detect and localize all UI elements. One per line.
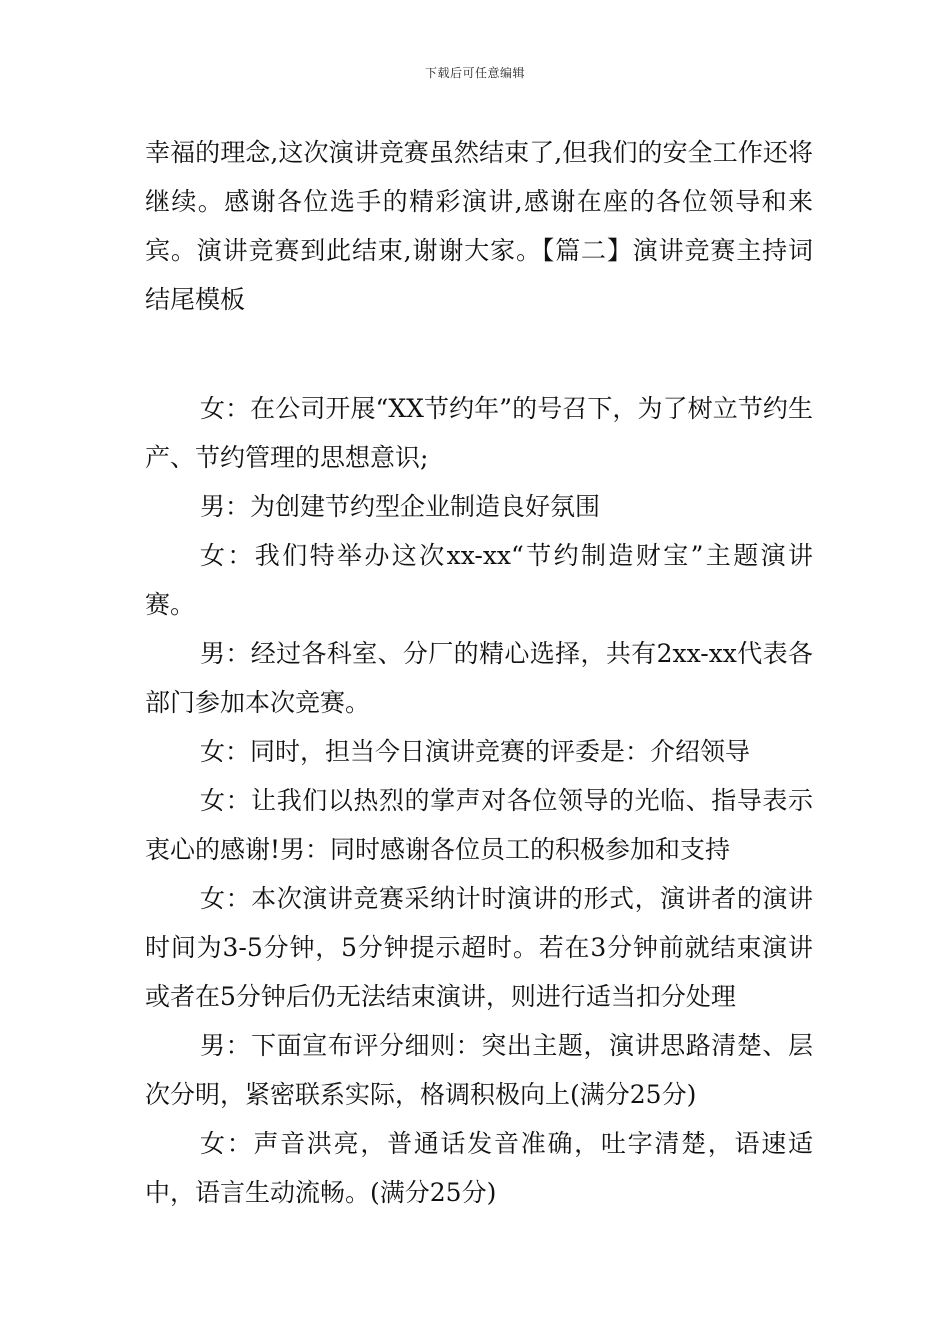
dialogue-paragraph-1: 女：在公司开展“XX节约年”的号召下，为了树立节约生产、节约管理的思想意识; (145, 394, 813, 472)
intro-paragraph: 幸福的理念,这次演讲竞赛虽然结束了,但我们的安全工作还将继续。感谢各位选手的精彩演讲,感谢在座的各位领导和来宾。演讲竞赛到此结束,谢谢大家。【篇二】演讲竞赛主持词结尾模板 (145, 138, 813, 314)
page-header: 下载后可任意编辑 (424, 66, 525, 80)
dialogue-paragraph-3: 女：我们特举办这次xx-xx“节约制造财宝”主题演讲赛。 (145, 541, 813, 619)
document-body (145, 128, 813, 1217)
dialogue-paragraph-7: 女：本次演讲竞赛采纳计时演讲的形式，演讲者的演讲时间为3-5分钟，5分钟提示超时。若在3分钟前就结束演讲或者在5分钟后仍无法结束演讲，则进行适当扣分处理 (145, 884, 813, 1011)
dialogue-paragraph-4: 男：经过各科室、分厂的精心选择，共有2xx-xx代表各部门参加本次竞赛。 (145, 639, 813, 717)
dialogue-paragraph-9: 女：声音洪亮，普通话发音准确，吐字清楚，语速适中，语言生动流畅。(满分25分) (145, 1129, 813, 1207)
dialogue-paragraph-8: 男：下面宣布评分细则：突出主题，演讲思路清楚、层次分明，紧密联系实际，格调积极向上(满分25分) (145, 1031, 813, 1109)
dialogue-paragraph-6: 女：让我们以热烈的掌声对各位领导的光临、指导表示衷心的感谢!男：同时感谢各位员工的积极参加和支持 (145, 786, 813, 864)
dialogue-paragraph-5: 女：同时，担当今日演讲竞赛的评委是：介绍领导 (200, 737, 751, 766)
dialogue-paragraph-2: 男：为创建节约型企业制造良好氛围 (200, 492, 601, 521)
paragraph-gap (145, 324, 813, 384)
